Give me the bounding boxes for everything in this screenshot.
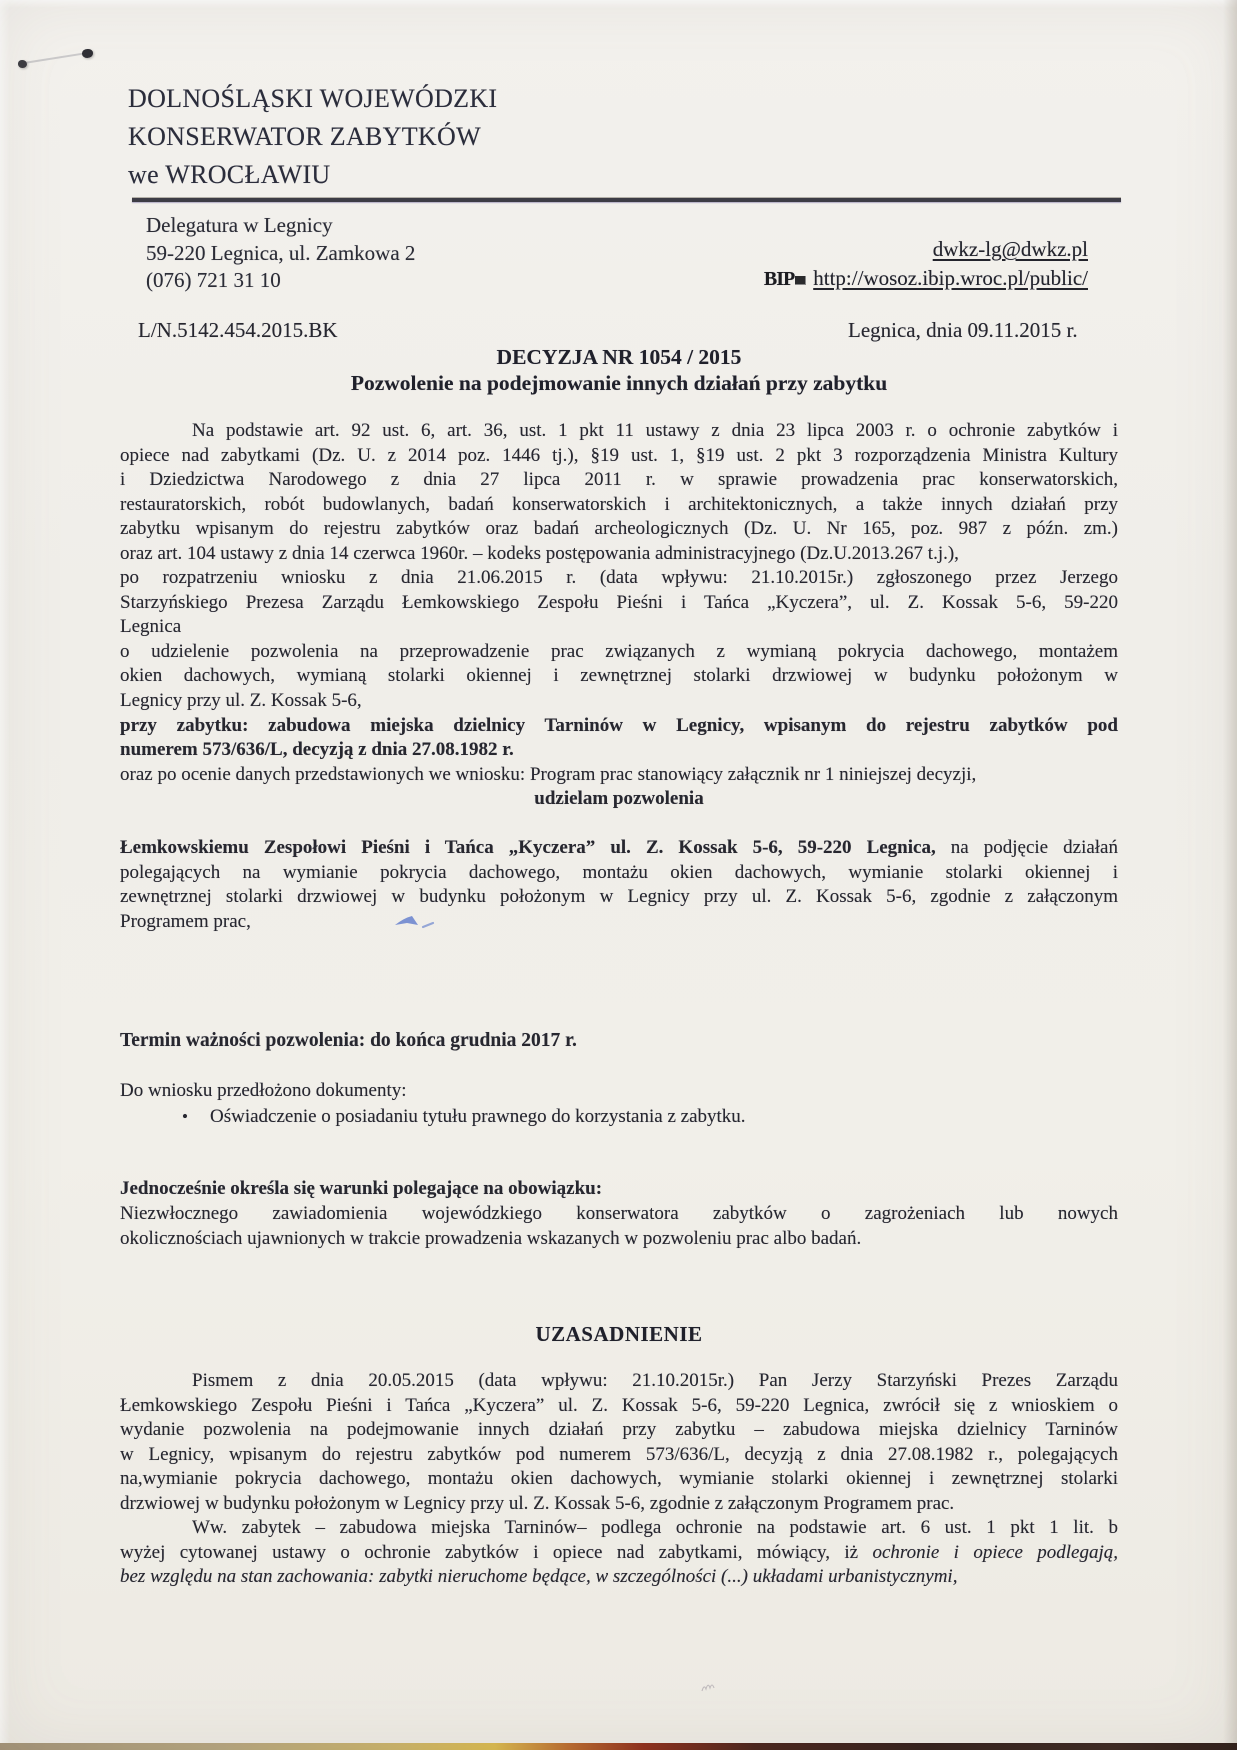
validity-term: Termin ważności pozwolenia: do końca grudnia 2017 r.: [120, 1030, 577, 1051]
legal-basis-line: okien dachowych, wymianą stolarki okiennej i zewnętrznej stolarki drzwiowej w budynku położonym w: [120, 665, 1118, 687]
bullet-icon: •: [182, 1106, 188, 1126]
grant-line: zewnętrznej stolarki drzwiowej w budynku położonym w Legnicy przy ul. Z. Kossak 5-6, zgodnie z załączonym: [120, 886, 1118, 908]
justification-line: Pismem z dnia 20.05.2015 (data wpływu: 21.10.2015r.) Pan Jerzy Starzyński Prezes Zarządu: [192, 1370, 1118, 1391]
email-link[interactable]: dwkz-lg@dwkz.pl: [932, 237, 1088, 261]
legal-basis-line: Legnica: [120, 616, 182, 638]
decision-title: [120, 344, 1118, 396]
monument-designation-line: przy zabytku: zabudowa miejska dzielnicy Tarninów w Legnicy, wpisanym do rejestru zabytków pod: [120, 714, 1118, 736]
grant-statement: udzielam pozwolenia: [534, 788, 704, 810]
staple-thread: [24, 52, 86, 64]
document-item-text: Oświadczenie o posiadaniu tytułu prawnego do korzystania z zabytku.: [210, 1105, 746, 1127]
justification-line: w Legnicy, wpisanym do rejestru zabytków pod numerem 573/636/L, decyzją z dnia 27.08.1982 r., polegających: [120, 1443, 1118, 1465]
justification-line: Łemkowskiego Zespołu Pieśni i Tańca „Kyczera” ul. Z. Kossak 5-6, 59-220 Legnica, zwrócił się z wnioskiem o: [120, 1394, 1118, 1416]
justification-line: Ww. zabytek – zabudowa miejska Tarninów– podlega ochronie na podstawie art. 6 ust. 1 pkt 1 lit. b: [192, 1517, 1118, 1539]
legal-basis-line: Legnicy przy ul. Z. Kossak 5-6,: [120, 690, 362, 712]
grant-line: Programem prac,: [120, 910, 251, 932]
documents-header: Do wniosku przedłożono dokumenty:: [120, 1080, 407, 1101]
justification-paragraph: [120, 1369, 1118, 1590]
justification-line: na,wymianie pokrycia dachowego, montażu okien dachowych, wymianie stolarki okiennej i zewnętrznej stolarki: [120, 1468, 1118, 1490]
grant-recipient-line: [120, 836, 1118, 861]
contact-phone: (076) 721 31 10: [146, 268, 281, 293]
justification-line: drzwiowej w budynku położonym w Legnicy przy ul. Z. Kossak 5-6, zgodnie z załączonym Programem prac.: [120, 1492, 955, 1514]
quote-italic: ochronie i opiece podlegają,: [872, 1541, 1118, 1563]
letterhead: [128, 80, 497, 194]
scan-edge-right: [1223, 0, 1237, 1750]
conditions-line: okolicznościach ujawnionych w trakcie prowadzenia wskazanych w pozwoleniu prac albo badań.: [120, 1227, 862, 1249]
documents-section: [120, 1078, 1118, 1129]
decision-number: DECYZJA NR 1054 / 2015: [496, 345, 742, 369]
bip-icon: BIP: [763, 268, 795, 290]
monument-designation-line: numerem 573/636/L, decyzją z dnia 27.08.1982 r.: [120, 739, 514, 761]
contact-office: Delegatura w Legnicy: [146, 213, 333, 237]
conditions-header: Jednocześnie określa się warunki polegające na obowiązku:: [120, 1178, 603, 1199]
justification-line: wydanie pozwolenia na podejmowanie innych działań przy zabytku – zabudowa miejska dzielnicy Tarninów: [120, 1419, 1118, 1441]
place-and-date: Legnica, dnia 09.11.2015 r.: [848, 318, 1078, 342]
letterhead-line: DOLNOŚLĄSKI WOJEWÓDZKI: [128, 84, 498, 113]
quote-intro: wyżej cytowanej ustawy o ochronie zabytków i opiece nad zabytkami, mówiący, iż: [120, 1541, 873, 1563]
legal-basis-line: oraz po ocenie danych przedstawionych we wniosku: Program prac stanowiący załącznik nr 1 niniejszej decyzji,: [120, 763, 977, 785]
header-divider: [132, 198, 1121, 202]
scan-edge-bottom: [0, 1743, 1237, 1750]
contact-address: 59-220 Legnica, ul. Zamkowa 2: [146, 240, 416, 265]
grant-paragraph: [120, 836, 1118, 934]
conditions-line: Niezwłocznego zawiadomienia wojewódzkiego konserwatora zabytków o zagrożeniach lub nowych: [120, 1202, 1118, 1224]
legal-basis-line: i Dziedzictwa Narodowego z dnia 27 lipca 2011 r. w sprawie prowadzenia prac konserwatorskich,: [120, 469, 1118, 491]
legal-basis-line: oraz art. 104 ustawy z dnia 14 czerwca 1960r. – kodeks postępowania administracyjnego (Dz.U.2013.267 t.j.),: [120, 542, 959, 564]
blue-ink-mark: [392, 910, 438, 939]
staple-dot: [82, 49, 93, 58]
bip-icon-square: [795, 276, 806, 285]
legal-basis-line: o udzielenie pozwolenia na przeprowadzenie prac związanych z wymianą pokrycia dachowego, montażem: [120, 640, 1118, 662]
grant-recipient-rest: na podjęcie działań: [935, 837, 1118, 858]
letterhead-line: KONSERWATOR ZABYTKÓW: [128, 122, 481, 151]
decision-subtitle: Pozwolenie na podejmowanie innych działań przy zabytku: [350, 371, 888, 395]
scan-edge-left: [0, 0, 10, 1750]
legal-basis-paragraph: [120, 419, 1118, 812]
bip-website-link[interactable]: http://wosoz.ibip.wroc.pl/public/: [813, 266, 1088, 290]
justification-heading: UZASADNIENIE: [535, 1322, 703, 1346]
legal-basis-line: opiece nad zabytkami (Dz. U. z 2014 poz. 1446 tj.), §19 ust. 1, §19 ust. 2 pkt 3 rozporządzenia Ministra Kultury: [120, 444, 1118, 466]
contact-links: [764, 235, 1088, 294]
staple-mark: [10, 40, 105, 82]
pencil-smudge: [700, 1680, 720, 1699]
grant-line: polegających na wymianie pokrycia dachowego, montażu okien dachowych, wymianie stolarki okiennej i: [120, 861, 1118, 883]
legal-basis-line: Starzyńskiego Prezesa Zarządu Łemkowskiego Zespołu Pieśni i Tańca „Kyczera”, ul. Z. Kossak 5-6, 59-220: [120, 591, 1118, 613]
case-number: L/N.5142.454.2015.BK: [138, 318, 338, 342]
justification-quote-line: bez względu na stan zachowania: zabytki nieruchome będące, w szczególności (...) układami urbanistycznymi,: [120, 1566, 958, 1588]
legal-basis-line: restauratorskich, robót budowlanych, badań konserwatorskich i architektonicznych, a także innych działań przy: [120, 493, 1118, 515]
grant-recipient-bold: Łemkowskiemu Zespołowi Pieśni i Tańca „Kyczera” ul. Z. Kossak 5-6, 59-220 Legnica,: [120, 837, 936, 858]
legal-basis-line: po rozpatrzeniu wniosku z dnia 21.06.2015 r. (data wpływu: 21.10.2015r.) zgłoszonego przez Jerzego: [120, 567, 1118, 589]
staple-dot: [18, 60, 27, 68]
justification-quote-line: [120, 1541, 1118, 1566]
letterhead-line: we WROCŁAWIU: [128, 160, 331, 189]
document-list-item: [120, 1104, 1118, 1130]
conditions-section: [120, 1177, 1118, 1251]
scan-edge-top: [0, 0, 1237, 8]
legal-basis-line: zabytku wpisanym do rejestru zabytków oraz badań archeologicznych (Dz. U. Nr 165, poz. 987 z późn. zm.): [120, 518, 1118, 540]
contact-block: [146, 212, 415, 295]
legal-basis-line: Na podstawie art. 92 ust. 6, art. 36, ust. 1 pkt 11 ustawy z dnia 23 lipca 2003 r. o ochronie zabytków i: [192, 420, 1118, 441]
